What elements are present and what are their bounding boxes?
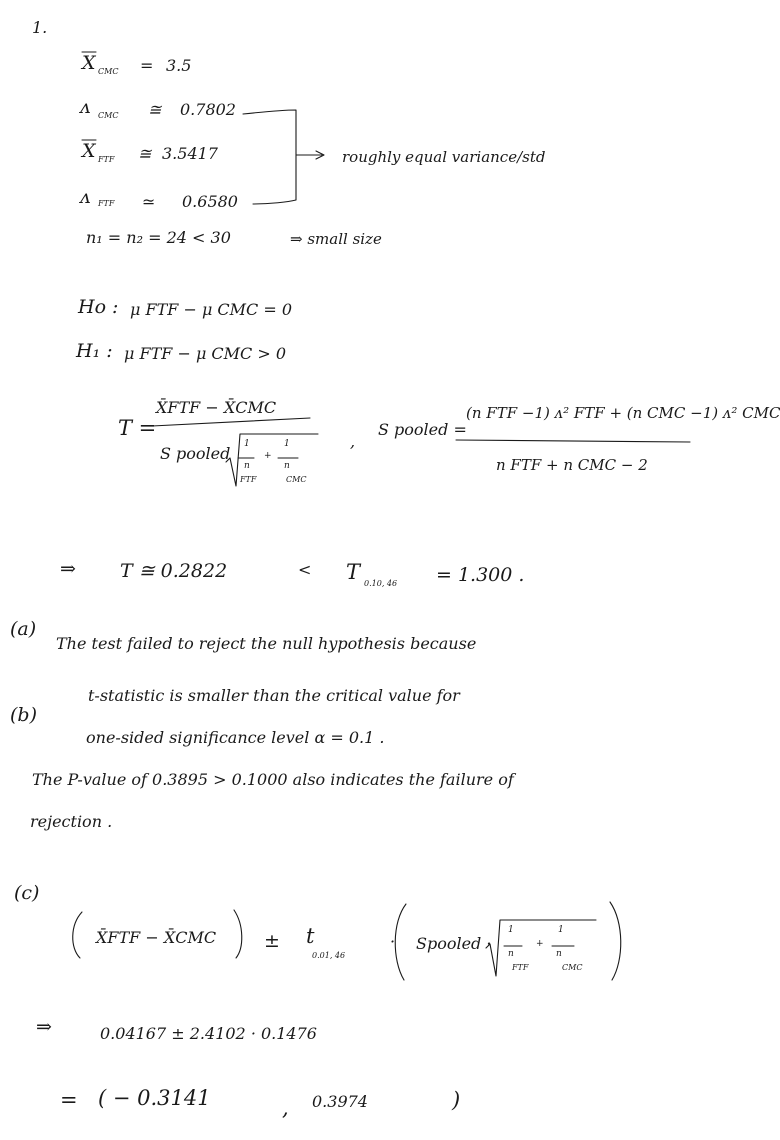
xbar-ftf-value: 3.5417: [162, 144, 218, 163]
h0-expression: μ FTF − μ CMC = 0: [130, 300, 293, 319]
formula-comma: ,: [350, 432, 356, 451]
answer-line-3: one-sided significance level α = 0.1 .: [86, 728, 385, 747]
part-a-label: (a): [10, 618, 37, 640]
t-fraction-bar: [152, 418, 310, 426]
frac1-subscript: FTF: [240, 475, 257, 484]
ci-right-paren: [234, 910, 242, 958]
t-critical-subscript: 0.10, 46: [364, 579, 398, 588]
ci-plus-minus: ±: [264, 930, 280, 952]
ci-spooled-right-paren: [610, 902, 621, 980]
ci-frac1-numerator: 1: [508, 925, 514, 935]
ci-closing-paren: ): [452, 1088, 461, 1112]
ci-upper-bound: 0.3974: [312, 1092, 368, 1111]
h1-expression: μ FTF − μ CMC > 0: [124, 344, 287, 363]
h1-label: H₁ :: [76, 340, 113, 362]
ci-frac1-denominator: n: [508, 949, 514, 959]
less-than: <: [298, 560, 312, 579]
s-cmc-subscript: CMC: [98, 111, 119, 120]
s-ftf-subscript: FTF: [98, 199, 115, 208]
ci-frac1-subscript: FTF: [512, 963, 529, 972]
ci-frac2-subscript: CMC: [562, 963, 583, 972]
xbar-cmc-subscript: CMC: [98, 67, 119, 76]
ci-frac2-denominator: n: [556, 949, 562, 959]
t-critical-value: = 1.300 .: [436, 564, 525, 586]
frac1-denominator: n: [244, 461, 250, 471]
ci-frac2-numerator: 1: [558, 925, 564, 935]
result-arrow: ⇒: [60, 558, 76, 580]
s-ftf-value: 0.6580: [182, 192, 238, 211]
ci-spooled-left-paren: [395, 904, 406, 980]
xbar-ftf-symbol: X: [82, 140, 96, 162]
ci-frac-plus: +: [536, 939, 544, 949]
ci-equals: =: [60, 1088, 78, 1112]
frac1-numerator: 1: [244, 439, 250, 449]
ci-arrow: ⇒: [36, 1016, 52, 1038]
small-size-note: ⇒ small size: [290, 230, 382, 248]
xbar-cmc-symbol: X: [82, 52, 96, 74]
ci-dot: ·: [390, 932, 396, 951]
ci-spooled: Spooled ·: [416, 934, 492, 953]
t-sqrt-sign: [226, 434, 318, 486]
xbar-ftf-relation: ≅: [138, 144, 152, 163]
ci-t-symbol: t: [306, 924, 315, 948]
ci-calculation: 0.04167 ± 2.4102 · 0.1476: [100, 1024, 317, 1043]
answer-line-2: t-statistic is smaller than the critical value for: [88, 686, 460, 705]
t-numerator: X̄FTF − X̄CMC: [156, 398, 277, 417]
ci-left-paren: [73, 912, 82, 958]
s-cmc-relation: ≅: [148, 100, 162, 119]
t-value: T ≅ 0.2822: [120, 560, 228, 582]
xbar-ftf-subscript: FTF: [98, 155, 115, 164]
xbar-cmc-value: 3.5: [166, 56, 192, 75]
spooled-lhs: S pooled =: [378, 420, 467, 439]
answer-line-4: The P-value of 0.3895 > 0.1000 also indicates the failure of: [32, 770, 514, 789]
part-b-label: (b): [10, 704, 37, 726]
h0-label: Ho :: [78, 296, 119, 318]
grouping-bracket: [243, 110, 296, 204]
ci-sqrt-sign: [486, 920, 596, 976]
answer-line-1: The test failed to reject the null hypothesis because: [56, 634, 477, 653]
problem-number: 1.: [32, 18, 48, 37]
ci-t-subscript: 0.01, 46: [312, 951, 346, 960]
s-cmc-value: 0.7802: [180, 100, 236, 119]
ci-lower-bound: ( − 0.3141: [98, 1086, 211, 1110]
s-ftf-relation: ≃: [142, 192, 156, 211]
t-denominator-spooled: S pooled: [160, 444, 231, 463]
t-critical-symbol: T: [346, 560, 361, 584]
variance-note: roughly equal variance/std: [342, 148, 546, 166]
ci-comma: ,: [282, 1096, 289, 1120]
s-cmc-symbol: ᴧ: [80, 96, 91, 118]
frac2-denominator: n: [284, 461, 290, 471]
s-ftf-symbol: ᴧ: [80, 186, 91, 208]
spooled-denominator: n FTF + n CMC − 2: [496, 456, 648, 474]
sample-size-line: n₁ = n₂ = 24 < 30: [86, 228, 231, 247]
ci-difference: X̄FTF − X̄CMC: [96, 928, 217, 947]
frac2-numerator: 1: [284, 439, 290, 449]
answer-line-5: rejection .: [30, 812, 113, 831]
xbar-cmc-relation: =: [140, 56, 154, 75]
frac2-subscript: CMC: [286, 475, 307, 484]
spooled-numerator: (n FTF −1) ᴧ² FTF + (n CMC −1) ᴧ² CMC: [466, 404, 780, 422]
t-statistic-lhs: T =: [118, 416, 157, 440]
frac-plus: +: [264, 451, 272, 461]
part-c-label: (c): [14, 882, 40, 904]
spooled-fraction-bar: [456, 440, 690, 442]
